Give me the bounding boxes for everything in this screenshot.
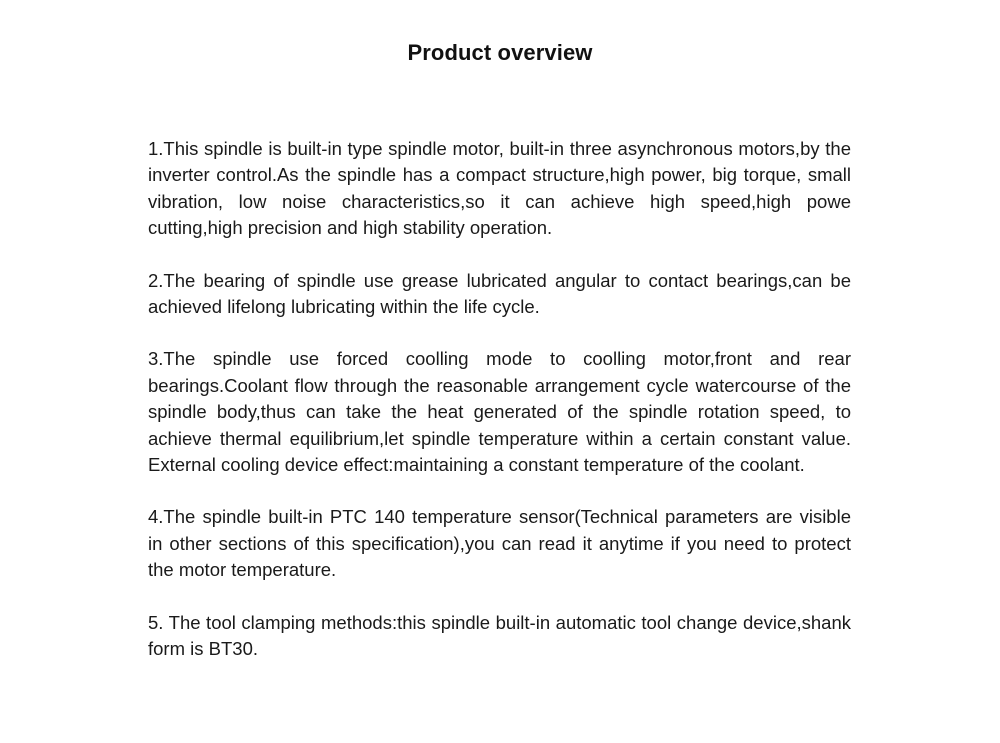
document-body	[148, 136, 851, 689]
paragraph-1: 1.This spindle is built-in type spindle motor, built-in three asynchronous motors,by the inverter control.As the spindle has a compact structure,high power, big torque, small vibration, low noise characteristics,so it can achieve high speed,high powe cutting,high precision and high stability operation.	[148, 138, 851, 239]
paragraph-3: 3.The spindle use forced coolling mode to coolling motor,front and rear bearings.Coolant flow through the reasonable arrangement cycle watercourse of the spindle body,thus can take the heat generated of the spindle rotation speed, to achieve thermal equilibrium,let spindle temperature within a certain constant value. External cooling device effect:maintaining a constant temperature of the coolant.	[148, 348, 851, 476]
paragraph-2: 2.The bearing of spindle use grease lubricated angular to contact bearings,can be achieved lifelong lubricating within the life cycle.	[148, 269, 851, 318]
page-title: Product overview	[407, 40, 593, 65]
paragraph-5: 5. The tool clamping methods:this spindle built-in automatic tool change device,shank form is BT30.	[148, 611, 851, 660]
paragraph-4: 4.The spindle built-in PTC 140 temperature sensor(Technical parameters are visible in other sections of this specification),you can read it anytime if you need to protect the motor temperature.	[148, 506, 851, 581]
